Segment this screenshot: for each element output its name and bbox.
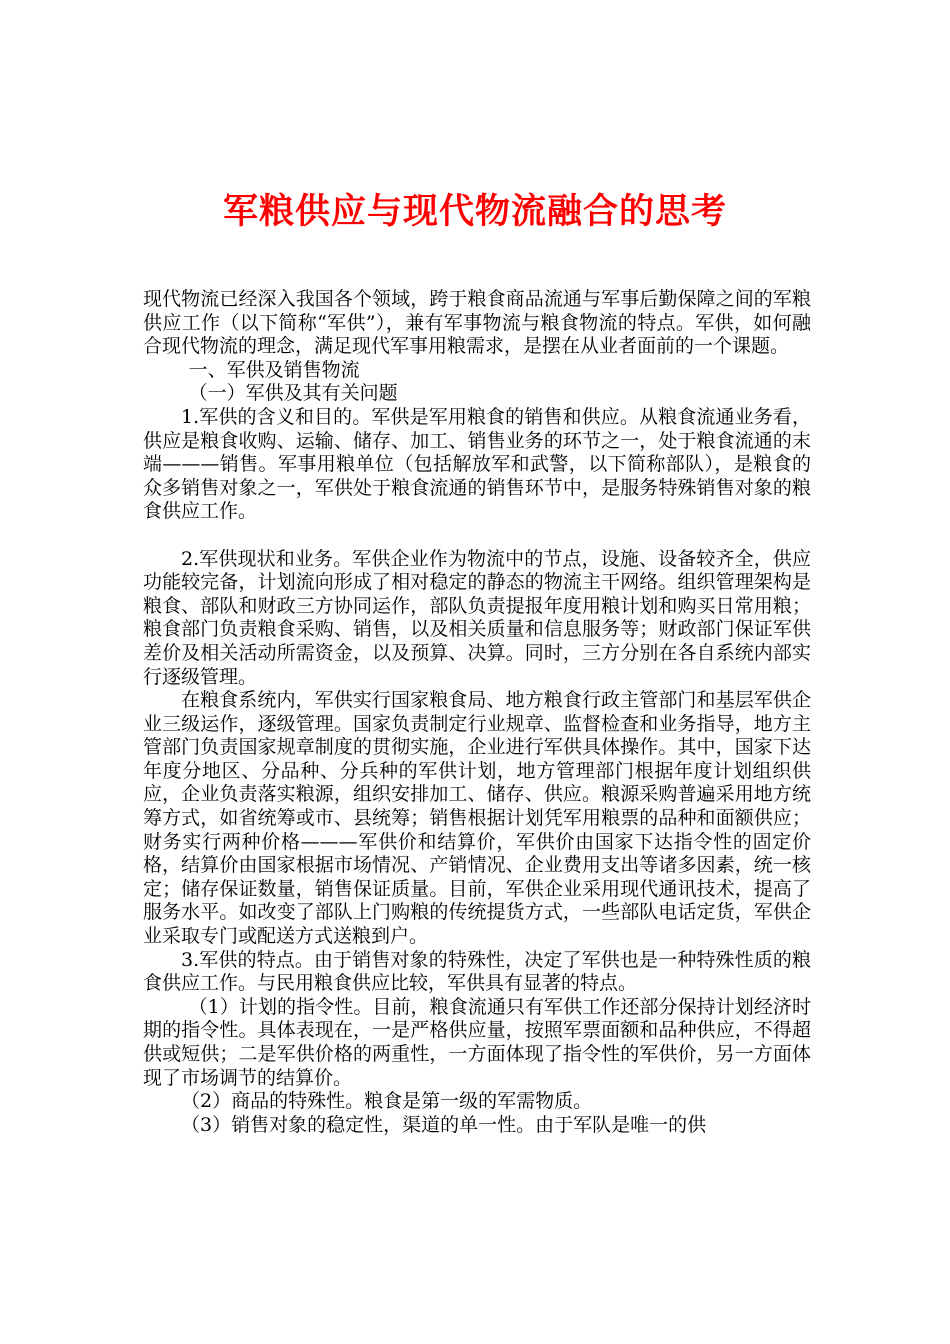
- document-title: 军粮供应与现代物流融合的思考: [222, 191, 727, 232]
- section-heading-1: 一、军供及销售物流: [188, 358, 360, 381]
- paragraph-feature-1: （1）计划的指令性。目前，粮食流通只有军供工作还部分保持计划经济时期的指令性。具体表现在，一是严格供应量，按照军票面额和品种供应，不得超供或短供；二是军供价格的两重性，一方面体现了指令性的军供价，另一方面体现了市场调节的结算价。: [143, 995, 811, 1089]
- paragraph-features: 3.军供的特点。由于销售对象的特殊性，决定了军供也是一种特殊性质的粮食供应工作。与民用粮食供应比较，军供具有显著的特点。: [143, 948, 811, 995]
- subsection-heading-1: （一）军供及其有关问题: [188, 382, 398, 405]
- paragraph-feature-3: （3）销售对象的稳定性，渠道的单一性。由于军队是唯一的供: [181, 1113, 707, 1136]
- paragraph-grain-system: 在粮食系统内，军供实行国家粮食局、地方粮食行政主管部门和基层军供企业三级运作，逐级管理。国家负责制定行业规章、监督检查和业务指导，地方主管部门负责国家规章制度的贯彻实施，企业进行军供具体操作。其中，国家下达年度分地区、分品种、分兵种的军供计划，地方管理部门根据年度计划组织供应，企业负责落实粮源，组织安排加工、储存、供应。粮源采购普遍采用地方统筹方式，如省统筹或市、县统筹；销售根据计划凭军用粮票的品种和面额供应；财务实行两种价格———军供价和结算价，军供价由国家下达指令性的固定价格，结算价由国家根据市场情况、产销情况、企业费用支出等诸多因素，统一核定；储存保证数量，销售保证质量。目前，军供企业采用现代通讯技术，提高了服务水平。如改变了部队上门购粮的传统提货方式，一些部队电话定货，军供企业采取专门或配送方式送粮到户。: [143, 689, 811, 948]
- paragraph-status: 2.军供现状和业务。军供企业作为物流中的节点，设施、设备较齐全，供应功能较完备，计划流向形成了相对稳定的静态的物流主干网络。组织管理架构是粮食、部队和财政三方协同运作，部队负责提报年度用粮计划和购买日常用粮；粮食部门负责粮食采购、销售，以及相关质量和信息服务等；财政部门保证军供差价及相关活动所需资金，以及预算、决算。同时，三方分别在各自系统内部实行逐级管理。: [143, 547, 811, 688]
- paragraph-definition: 1.军供的含义和目的。军供是军用粮食的销售和供应。从粮食流通业务看，供应是粮食收购、运输、储存、加工、销售业务的环节之一，处于粮食流通的末端———销售。军事用粮单位（包括解放军和武警，以下简称部队），是粮食的众多销售对象之一，军供处于粮食流通的销售环节中，是服务特殊销售对象的粮食供应工作。: [143, 405, 811, 523]
- paragraph-feature-2: （2）商品的特殊性。粮食是第一级的军需物质。: [181, 1090, 593, 1113]
- document-body: [143, 288, 811, 1137]
- paragraph-intro: 现代物流已经深入我国各个领域，跨于粮食商品流通与军事后勤保障之间的军粮供应工作（以下简称“军供”），兼有军事物流与粮食物流的特点。军供，如何融合现代物流的理念，满足现代军事用粮需求，是摆在从业者面前的一个课题。: [143, 288, 811, 358]
